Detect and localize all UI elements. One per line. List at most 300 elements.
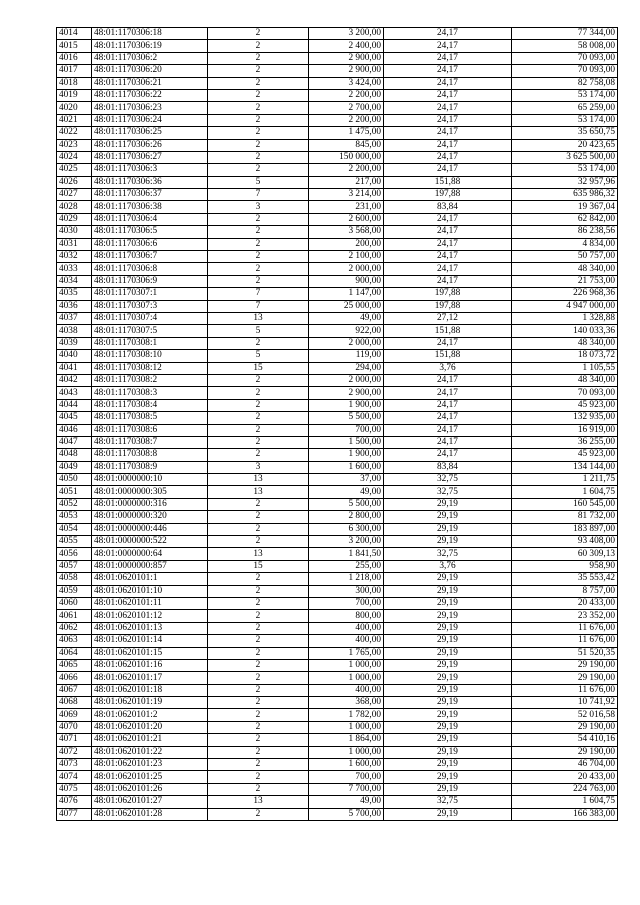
category-cell: 2 xyxy=(208,709,309,721)
value-cell: 65 259,00 xyxy=(512,102,618,114)
category-cell: 2 xyxy=(208,399,309,411)
category-cell: 2 xyxy=(208,759,309,771)
area-cell: 700,00 xyxy=(309,424,384,436)
rate-cell: 27,12 xyxy=(384,312,512,324)
cadastral-number-cell: 48:01:1170306:19 xyxy=(92,40,208,52)
value-cell: 183 897,00 xyxy=(512,523,618,535)
value-cell: 16 919,00 xyxy=(512,424,618,436)
rate-cell: 29,19 xyxy=(384,523,512,535)
value-cell: 46 704,00 xyxy=(512,759,618,771)
cadastral-number-cell: 48:01:0620101:13 xyxy=(92,622,208,634)
table-row xyxy=(57,65,618,77)
value-cell: 48 340,00 xyxy=(512,374,618,386)
row-number-cell: 4017 xyxy=(57,65,92,77)
table-row xyxy=(57,288,618,300)
area-cell: 2 700,00 xyxy=(309,102,384,114)
row-number-cell: 4024 xyxy=(57,151,92,163)
row-number-cell: 4043 xyxy=(57,387,92,399)
value-cell: 11 676,00 xyxy=(512,635,618,647)
cadastral-number-cell: 48:01:1170306:26 xyxy=(92,139,208,151)
row-number-cell: 4076 xyxy=(57,796,92,808)
row-number-cell: 4060 xyxy=(57,597,92,609)
category-cell: 2 xyxy=(208,449,309,461)
table-row xyxy=(57,709,618,721)
row-number-cell: 4033 xyxy=(57,263,92,275)
cadastral-number-cell: 48:01:0620101:20 xyxy=(92,721,208,733)
cadastral-number-cell: 48:01:0620101:16 xyxy=(92,659,208,671)
cadastral-number-cell: 48:01:0620101:1 xyxy=(92,573,208,585)
category-cell: 2 xyxy=(208,114,309,126)
row-number-cell: 4041 xyxy=(57,362,92,374)
value-cell: 23 352,00 xyxy=(512,610,618,622)
table-row xyxy=(57,573,618,585)
rate-cell: 24,17 xyxy=(384,275,512,287)
category-cell: 2 xyxy=(208,102,309,114)
table-row xyxy=(57,374,618,386)
table-row xyxy=(57,436,618,448)
row-number-cell: 4048 xyxy=(57,449,92,461)
value-cell: 3 625 500,00 xyxy=(512,151,618,163)
rate-cell: 24,17 xyxy=(384,89,512,101)
value-cell: 35 650,75 xyxy=(512,127,618,139)
rate-cell: 24,17 xyxy=(384,139,512,151)
rate-cell: 29,19 xyxy=(384,746,512,758)
row-number-cell: 4056 xyxy=(57,548,92,560)
rate-cell: 29,19 xyxy=(384,635,512,647)
rate-cell: 24,17 xyxy=(384,374,512,386)
cadastral-number-cell: 48:01:1170306:23 xyxy=(92,102,208,114)
row-number-cell: 4069 xyxy=(57,709,92,721)
value-cell: 29 190,00 xyxy=(512,659,618,671)
area-cell: 2 200,00 xyxy=(309,114,384,126)
row-number-cell: 4028 xyxy=(57,201,92,213)
category-cell: 5 xyxy=(208,350,309,362)
table-row xyxy=(57,139,618,151)
value-cell: 29 190,00 xyxy=(512,721,618,733)
row-number-cell: 4016 xyxy=(57,52,92,64)
category-cell: 2 xyxy=(208,647,309,659)
row-number-cell: 4014 xyxy=(57,28,92,40)
area-cell: 400,00 xyxy=(309,622,384,634)
row-number-cell: 4057 xyxy=(57,560,92,572)
row-number-cell: 4054 xyxy=(57,523,92,535)
area-cell: 49,00 xyxy=(309,486,384,498)
rate-cell: 24,17 xyxy=(384,436,512,448)
rate-cell: 24,17 xyxy=(384,164,512,176)
row-number-cell: 4044 xyxy=(57,399,92,411)
table-row xyxy=(57,189,618,201)
rate-cell: 197,88 xyxy=(384,288,512,300)
value-cell: 8 757,00 xyxy=(512,585,618,597)
value-cell: 10 741,92 xyxy=(512,697,618,709)
cadastral-number-cell: 48:01:1170306:3 xyxy=(92,164,208,176)
area-cell: 400,00 xyxy=(309,684,384,696)
value-cell: 81 732,00 xyxy=(512,511,618,523)
table-row xyxy=(57,412,618,424)
category-cell: 2 xyxy=(208,412,309,424)
rate-cell: 24,17 xyxy=(384,337,512,349)
rate-cell: 83,84 xyxy=(384,461,512,473)
table-row xyxy=(57,201,618,213)
row-number-cell: 4022 xyxy=(57,127,92,139)
rate-cell: 29,19 xyxy=(384,597,512,609)
area-cell: 1 147,00 xyxy=(309,288,384,300)
rate-cell: 3,76 xyxy=(384,362,512,374)
cadastral-number-cell: 48:01:1170308:4 xyxy=(92,399,208,411)
area-cell: 255,00 xyxy=(309,560,384,572)
row-number-cell: 4061 xyxy=(57,610,92,622)
area-cell: 1 500,00 xyxy=(309,436,384,448)
value-cell: 50 757,00 xyxy=(512,251,618,263)
row-number-cell: 4019 xyxy=(57,89,92,101)
category-cell: 2 xyxy=(208,635,309,647)
value-cell: 70 093,00 xyxy=(512,65,618,77)
category-cell: 5 xyxy=(208,325,309,337)
row-number-cell: 4015 xyxy=(57,40,92,52)
value-cell: 1 604,75 xyxy=(512,486,618,498)
cadastral-number-cell: 48:01:0620101:18 xyxy=(92,684,208,696)
area-cell: 2 900,00 xyxy=(309,65,384,77)
value-cell: 70 093,00 xyxy=(512,387,618,399)
row-number-cell: 4037 xyxy=(57,312,92,324)
area-cell: 217,00 xyxy=(309,176,384,188)
row-number-cell: 4023 xyxy=(57,139,92,151)
rate-cell: 29,19 xyxy=(384,536,512,548)
cadastral-number-cell: 48:01:0620101:15 xyxy=(92,647,208,659)
cadastral-number-cell: 48:01:0620101:21 xyxy=(92,734,208,746)
area-cell: 900,00 xyxy=(309,275,384,287)
cadastral-number-cell: 48:01:1170306:22 xyxy=(92,89,208,101)
row-number-cell: 4031 xyxy=(57,238,92,250)
row-number-cell: 4020 xyxy=(57,102,92,114)
area-cell: 700,00 xyxy=(309,771,384,783)
category-cell: 2 xyxy=(208,597,309,609)
category-cell: 2 xyxy=(208,40,309,52)
category-cell: 2 xyxy=(208,263,309,275)
area-cell: 5 500,00 xyxy=(309,412,384,424)
table-row xyxy=(57,684,618,696)
cadastral-number-cell: 48:01:1170308:5 xyxy=(92,412,208,424)
category-cell: 2 xyxy=(208,734,309,746)
row-number-cell: 4030 xyxy=(57,226,92,238)
table-row xyxy=(57,337,618,349)
category-cell: 2 xyxy=(208,684,309,696)
cadastral-number-cell: 48:01:0620101:27 xyxy=(92,796,208,808)
category-cell: 13 xyxy=(208,548,309,560)
area-cell: 2 100,00 xyxy=(309,251,384,263)
value-cell: 18 073,72 xyxy=(512,350,618,362)
category-cell: 2 xyxy=(208,771,309,783)
row-number-cell: 4050 xyxy=(57,474,92,486)
value-cell: 140 033,36 xyxy=(512,325,618,337)
area-cell: 2 000,00 xyxy=(309,337,384,349)
cadastral-number-cell: 48:01:1170306:6 xyxy=(92,238,208,250)
value-cell: 132 935,00 xyxy=(512,412,618,424)
cadastral-number-cell: 48:01:1170308:9 xyxy=(92,461,208,473)
cadastral-number-cell: 48:01:1170306:38 xyxy=(92,201,208,213)
category-cell: 2 xyxy=(208,424,309,436)
table-row xyxy=(57,251,618,263)
value-cell: 52 016,58 xyxy=(512,709,618,721)
area-cell: 49,00 xyxy=(309,312,384,324)
row-number-cell: 4039 xyxy=(57,337,92,349)
table-row xyxy=(57,176,618,188)
table-row xyxy=(57,449,618,461)
cadastral-number-cell: 48:01:0000000:522 xyxy=(92,536,208,548)
value-cell: 82 758,08 xyxy=(512,77,618,89)
table-row xyxy=(57,350,618,362)
value-cell: 29 190,00 xyxy=(512,746,618,758)
rate-cell: 29,19 xyxy=(384,783,512,795)
area-cell: 294,00 xyxy=(309,362,384,374)
cadastral-number-cell: 48:01:1170308:2 xyxy=(92,374,208,386)
cadastral-number-cell: 48:01:0620101:17 xyxy=(92,672,208,684)
category-cell: 15 xyxy=(208,560,309,572)
rate-cell: 24,17 xyxy=(384,251,512,263)
area-cell: 231,00 xyxy=(309,201,384,213)
rate-cell: 24,17 xyxy=(384,387,512,399)
area-cell: 1 000,00 xyxy=(309,672,384,684)
rate-cell: 151,88 xyxy=(384,325,512,337)
row-number-cell: 4045 xyxy=(57,412,92,424)
value-cell: 29 190,00 xyxy=(512,672,618,684)
cadastral-number-cell: 48:01:1170306:9 xyxy=(92,275,208,287)
value-cell: 19 367,04 xyxy=(512,201,618,213)
rate-cell: 197,88 xyxy=(384,300,512,312)
area-cell: 2 200,00 xyxy=(309,164,384,176)
value-cell: 20 433,00 xyxy=(512,597,618,609)
value-cell: 70 093,00 xyxy=(512,52,618,64)
cadastral-number-cell: 48:01:1170306:20 xyxy=(92,65,208,77)
row-number-cell: 4059 xyxy=(57,585,92,597)
area-cell: 1 600,00 xyxy=(309,461,384,473)
area-cell: 6 300,00 xyxy=(309,523,384,535)
cadastral-number-cell: 48:01:0620101:10 xyxy=(92,585,208,597)
value-cell: 224 763,00 xyxy=(512,783,618,795)
table-row xyxy=(57,771,618,783)
value-cell: 53 174,00 xyxy=(512,89,618,101)
value-cell: 166 383,00 xyxy=(512,808,618,820)
cadastral-number-cell: 48:01:1170308:12 xyxy=(92,362,208,374)
value-cell: 62 842,00 xyxy=(512,213,618,225)
rate-cell: 29,19 xyxy=(384,573,512,585)
value-cell: 45 923,00 xyxy=(512,449,618,461)
table-row xyxy=(57,226,618,238)
table-row xyxy=(57,362,618,374)
value-cell: 134 144,00 xyxy=(512,461,618,473)
table-row xyxy=(57,672,618,684)
value-cell: 45 923,00 xyxy=(512,399,618,411)
value-cell: 35 553,42 xyxy=(512,573,618,585)
cadastral-number-cell: 48:01:1170306:7 xyxy=(92,251,208,263)
row-number-cell: 4075 xyxy=(57,783,92,795)
category-cell: 2 xyxy=(208,52,309,64)
area-cell: 200,00 xyxy=(309,238,384,250)
category-cell: 13 xyxy=(208,474,309,486)
cadastral-number-cell: 48:01:0620101:19 xyxy=(92,697,208,709)
category-cell: 3 xyxy=(208,461,309,473)
row-number-cell: 4073 xyxy=(57,759,92,771)
area-cell: 2 400,00 xyxy=(309,40,384,52)
category-cell: 2 xyxy=(208,213,309,225)
value-cell: 11 676,00 xyxy=(512,684,618,696)
category-cell: 2 xyxy=(208,238,309,250)
category-cell: 2 xyxy=(208,746,309,758)
cadastral-number-cell: 48:01:1170308:10 xyxy=(92,350,208,362)
area-cell: 300,00 xyxy=(309,585,384,597)
value-cell: 51 520,35 xyxy=(512,647,618,659)
rate-cell: 29,19 xyxy=(384,734,512,746)
table-row xyxy=(57,213,618,225)
rate-cell: 24,17 xyxy=(384,127,512,139)
table-row xyxy=(57,783,618,795)
cadastral-number-cell: 48:01:1170306:37 xyxy=(92,189,208,201)
value-cell: 635 986,32 xyxy=(512,189,618,201)
area-cell: 3 200,00 xyxy=(309,28,384,40)
area-cell: 25 000,00 xyxy=(309,300,384,312)
area-cell: 5 500,00 xyxy=(309,498,384,510)
cadastral-number-cell: 48:01:1170307:4 xyxy=(92,312,208,324)
rate-cell: 29,19 xyxy=(384,659,512,671)
cadastral-number-cell: 48:01:1170308:6 xyxy=(92,424,208,436)
table-row xyxy=(57,548,618,560)
category-cell: 2 xyxy=(208,77,309,89)
cadastral-number-cell: 48:01:1170308:8 xyxy=(92,449,208,461)
cadastral-number-cell: 48:01:1170308:7 xyxy=(92,436,208,448)
value-cell: 20 433,00 xyxy=(512,771,618,783)
table-row xyxy=(57,102,618,114)
table-row xyxy=(57,697,618,709)
value-cell: 1 604,75 xyxy=(512,796,618,808)
table-row xyxy=(57,424,618,436)
area-cell: 1 765,00 xyxy=(309,647,384,659)
table-row xyxy=(57,523,618,535)
rate-cell: 32,75 xyxy=(384,796,512,808)
row-number-cell: 4063 xyxy=(57,635,92,647)
row-number-cell: 4018 xyxy=(57,77,92,89)
row-number-cell: 4021 xyxy=(57,114,92,126)
table-row xyxy=(57,300,618,312)
table-row xyxy=(57,474,618,486)
category-cell: 2 xyxy=(208,139,309,151)
row-number-cell: 4029 xyxy=(57,213,92,225)
row-number-cell: 4034 xyxy=(57,275,92,287)
rate-cell: 83,84 xyxy=(384,201,512,213)
rate-cell: 29,19 xyxy=(384,511,512,523)
table-row xyxy=(57,77,618,89)
row-number-cell: 4068 xyxy=(57,697,92,709)
cadastral-number-cell: 48:01:0620101:22 xyxy=(92,746,208,758)
table-row xyxy=(57,536,618,548)
category-cell: 2 xyxy=(208,387,309,399)
table-row xyxy=(57,325,618,337)
value-cell: 226 968,36 xyxy=(512,288,618,300)
row-number-cell: 4051 xyxy=(57,486,92,498)
table-row xyxy=(57,486,618,498)
value-cell: 32 957,96 xyxy=(512,176,618,188)
category-cell: 3 xyxy=(208,201,309,213)
table-row xyxy=(57,759,618,771)
rate-cell: 29,19 xyxy=(384,647,512,659)
cadastral-number-cell: 48:01:1170306:2 xyxy=(92,52,208,64)
value-cell: 160 545,00 xyxy=(512,498,618,510)
rate-cell: 32,75 xyxy=(384,486,512,498)
row-number-cell: 4074 xyxy=(57,771,92,783)
cadastral-number-cell: 48:01:1170306:27 xyxy=(92,151,208,163)
area-cell: 49,00 xyxy=(309,796,384,808)
cadastral-number-cell: 48:01:1170306:25 xyxy=(92,127,208,139)
rate-cell: 24,17 xyxy=(384,263,512,275)
row-number-cell: 4040 xyxy=(57,350,92,362)
rate-cell: 29,19 xyxy=(384,684,512,696)
cadastral-number-cell: 48:01:1170306:36 xyxy=(92,176,208,188)
area-cell: 37,00 xyxy=(309,474,384,486)
area-cell: 1 900,00 xyxy=(309,449,384,461)
value-cell: 54 410,16 xyxy=(512,734,618,746)
rate-cell: 32,75 xyxy=(384,474,512,486)
rate-cell: 151,88 xyxy=(384,350,512,362)
rate-cell: 29,19 xyxy=(384,610,512,622)
row-number-cell: 4052 xyxy=(57,498,92,510)
row-number-cell: 4064 xyxy=(57,647,92,659)
category-cell: 2 xyxy=(208,164,309,176)
category-cell: 2 xyxy=(208,151,309,163)
area-cell: 1 900,00 xyxy=(309,399,384,411)
cadastral-number-cell: 48:01:1170307:5 xyxy=(92,325,208,337)
category-cell: 2 xyxy=(208,808,309,820)
row-number-cell: 4038 xyxy=(57,325,92,337)
table-row xyxy=(57,312,618,324)
category-cell: 2 xyxy=(208,783,309,795)
rate-cell: 29,19 xyxy=(384,759,512,771)
area-cell: 3 568,00 xyxy=(309,226,384,238)
value-cell: 58 008,00 xyxy=(512,40,618,52)
value-cell: 48 340,00 xyxy=(512,263,618,275)
cadastral-number-cell: 48:01:0000000:857 xyxy=(92,560,208,572)
cadastral-number-cell: 48:01:1170306:4 xyxy=(92,213,208,225)
rate-cell: 24,17 xyxy=(384,213,512,225)
cadastral-number-cell: 48:01:0620101:14 xyxy=(92,635,208,647)
rate-cell: 29,19 xyxy=(384,709,512,721)
category-cell: 5 xyxy=(208,176,309,188)
value-cell: 77 344,00 xyxy=(512,28,618,40)
area-cell: 119,00 xyxy=(309,350,384,362)
category-cell: 2 xyxy=(208,65,309,77)
area-cell: 2 800,00 xyxy=(309,511,384,523)
cadastral-number-cell: 48:01:0620101:2 xyxy=(92,709,208,721)
table-row xyxy=(57,659,618,671)
category-cell: 2 xyxy=(208,226,309,238)
category-cell: 2 xyxy=(208,28,309,40)
rate-cell: 24,17 xyxy=(384,28,512,40)
area-cell: 1 600,00 xyxy=(309,759,384,771)
table-row xyxy=(57,114,618,126)
rate-cell: 29,19 xyxy=(384,672,512,684)
table-row xyxy=(57,399,618,411)
table-row xyxy=(57,498,618,510)
table-row xyxy=(57,28,618,40)
area-cell: 400,00 xyxy=(309,635,384,647)
table-row xyxy=(57,89,618,101)
rate-cell: 24,17 xyxy=(384,114,512,126)
table-row xyxy=(57,734,618,746)
value-cell: 20 423,65 xyxy=(512,139,618,151)
cadastral-number-cell: 48:01:0620101:12 xyxy=(92,610,208,622)
area-cell: 3 200,00 xyxy=(309,536,384,548)
category-cell: 2 xyxy=(208,374,309,386)
category-cell: 15 xyxy=(208,362,309,374)
value-cell: 4 834,00 xyxy=(512,238,618,250)
